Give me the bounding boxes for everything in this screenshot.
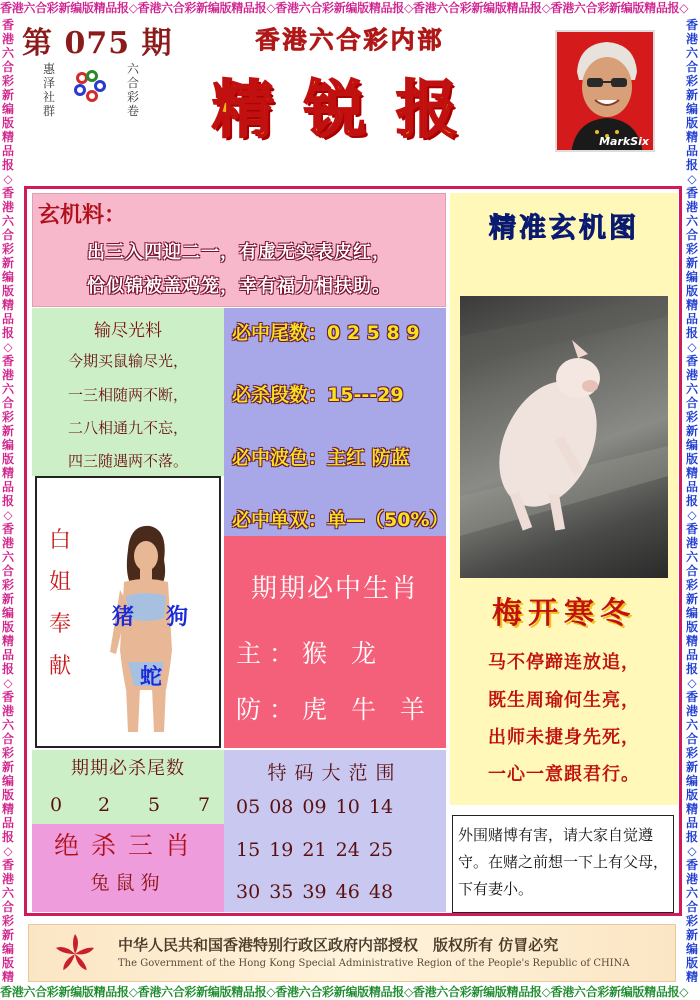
prediction-odd-even: 必中单双：单—（50%） <box>232 509 449 531</box>
kill-tails-title: 期期必杀尾数 <box>71 758 185 779</box>
zodiac-guard: 防：虎 牛 羊 <box>236 695 433 724</box>
portrait-photo <box>555 30 655 152</box>
prediction-wave-color: 必中波色：主红 防蓝 <box>232 447 410 469</box>
zodiac-title: 期期必中生肖 <box>250 574 419 604</box>
poem-line-2: 既生周瑜何生亮， <box>488 690 640 711</box>
logo-left-text: 惠泽社群 <box>42 62 55 118</box>
footer-english-text: The Government of the Hong Kong Special Administrative Region of the People's Republic of CHINA <box>118 958 630 969</box>
offering-zodiac-2: 狗 <box>166 604 189 630</box>
special-range-row-1: 05 08 09 10 14 <box>236 796 394 818</box>
kill-three-title: 绝杀三肖 <box>53 831 202 860</box>
riddle-line-2: 恰似锦被盖鸡笼，幸有福力相扶助。 <box>87 276 391 297</box>
special-range-title: 特码大范围 <box>267 762 403 784</box>
offering-zodiac-3: 蛇 <box>140 664 163 690</box>
kill-tail-number-3: 5 <box>148 794 161 816</box>
gambling-warning-text: 外围赌博有害，请大家自觉遵守。在赌之前想一下上有父母，下有妻小。 <box>458 826 669 898</box>
bottom-border-marquee: 香港六合彩新编版精品报◇香港六合彩新编版精品报◇香港六合彩新编版精品报◇香港六合彩新编版精品报◇香港六合彩新编版精品报◇ <box>0 985 689 999</box>
lose-all-line-4: 四三随遇两不落。 <box>67 452 188 470</box>
poem-line-3: 出师未捷身先死， <box>488 727 640 748</box>
left-border-marquee: 香港六合彩新编版精品报◇香港六合彩新编版精品报◇香港六合彩新编版精品报◇香港六合彩新编版精品报◇香港六合彩新编版精品报◇香港六合彩新编版精 <box>1 18 14 982</box>
special-range-row-2: 15 19 21 24 25 <box>236 839 394 861</box>
picture-caption: 梅开寒冬 <box>492 596 636 631</box>
poem-line-4: 一心一意跟君行。 <box>488 764 640 785</box>
zodiac-main: 主：猴 龙 <box>236 639 384 668</box>
portrait-illustration <box>557 32 655 152</box>
lose-all-line-3: 二八相通九不忘， <box>67 419 188 437</box>
paper-subtitle: 香港六合彩内部 <box>255 25 445 54</box>
offering-zodiac-1: 猪 <box>112 604 135 630</box>
poem-line-1: 马不停蹄连放追， <box>488 652 640 673</box>
kill-tail-number-1: 0 <box>50 794 63 816</box>
lose-all-line-2: 一三相随两不断， <box>67 386 188 404</box>
kill-tail-number-2: 2 <box>98 794 111 816</box>
right-border-marquee: 香港六合彩新编版精品报◇香港六合彩新编版精品报◇香港六合彩新编版精品报◇香港六合彩新编版精品报◇香港六合彩新编版精品报◇香港六合彩新编版精 <box>685 18 698 982</box>
prediction-kill-range: 必杀段数：15---29 <box>232 384 404 406</box>
special-range-row-3: 30 35 39 46 48 <box>236 881 394 903</box>
footer-chinese-text: 中华人民共和国香港特别行政区政府内部授权 版权所有 仿冒必究 <box>118 936 559 954</box>
lose-all-title: 输尽光料 <box>94 321 162 341</box>
logo-right-text: 六合彩卷 <box>126 62 139 118</box>
paper-title: 精锐报 <box>211 73 488 146</box>
top-border-marquee: 香港六合彩新编版精品报◇香港六合彩新编版精品报◇香港六合彩新编版精品报◇香港六合彩新编版精品报◇香港六合彩新编版精品报◇ <box>0 1 689 15</box>
pig-photo <box>460 296 668 578</box>
lose-all-line-1: 今期买鼠输尽光， <box>67 352 188 370</box>
bauhinia-emblem-icon <box>50 930 100 978</box>
puzzle-title: 精准玄机图 <box>489 213 639 244</box>
kill-tail-number-4: 7 <box>198 794 211 816</box>
pig-illustration <box>460 296 668 578</box>
sister-offering-text: 白姐奉献 <box>48 528 71 679</box>
kill-three-animals: 兔鼠狗 <box>90 872 166 894</box>
issue-number: 第 075 期 <box>22 26 173 61</box>
riddle-line-1: 出三入四迎二一，有虚无实表皮红， <box>87 242 391 263</box>
marksix-logo: MarkSix <box>599 135 649 148</box>
flower-logo-icon <box>72 70 112 110</box>
riddle-title: 玄机料： <box>38 202 127 228</box>
prediction-tail-numbers: 必中尾数：0 2 5 8 9 <box>232 322 420 344</box>
lottery-logo <box>42 58 152 118</box>
